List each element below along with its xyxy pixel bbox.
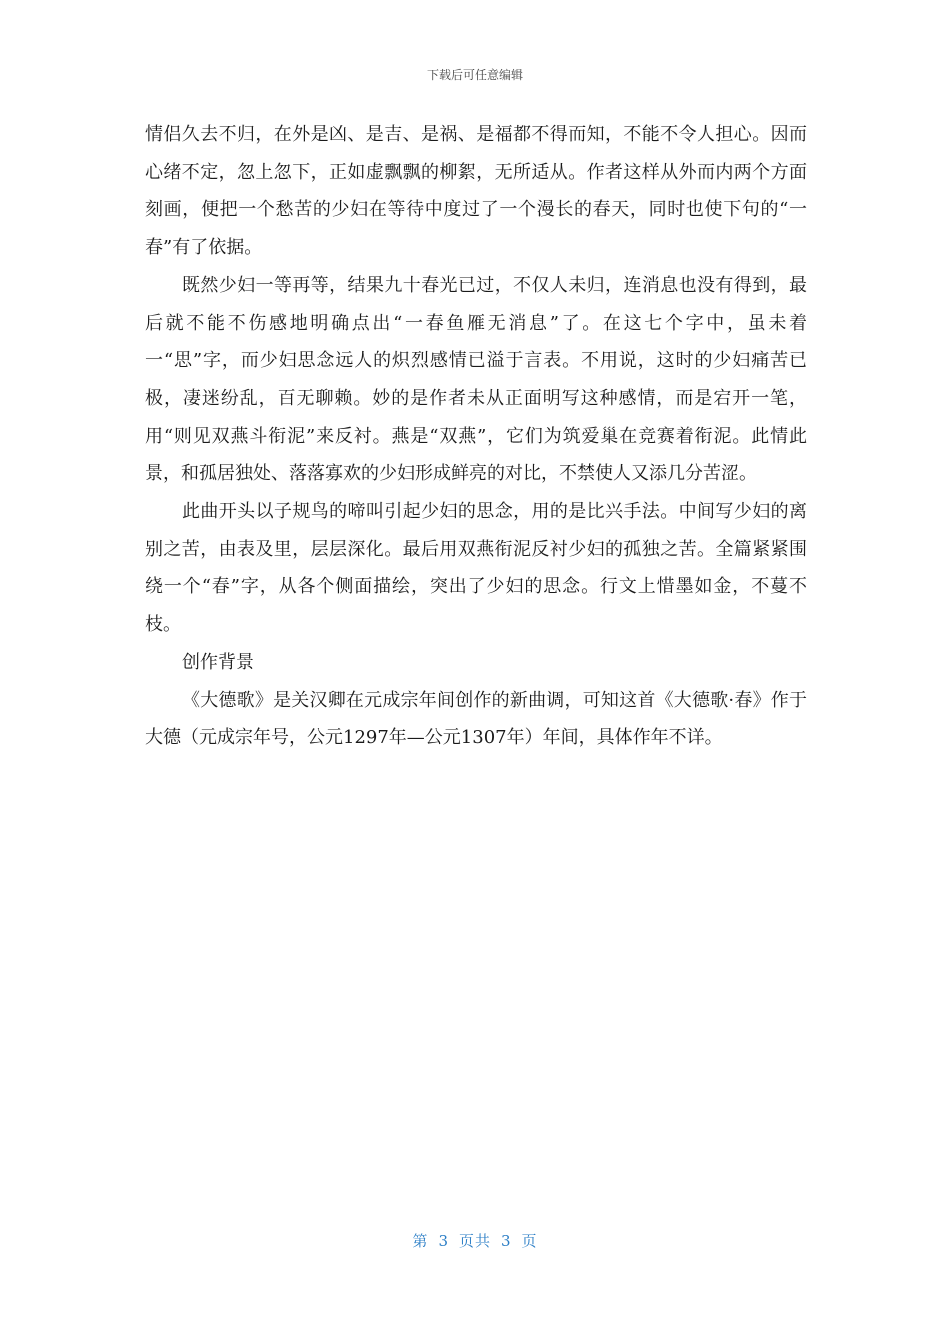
document-body <box>145 116 807 757</box>
page-footer <box>0 1230 950 1251</box>
section-heading-background: 创作背景 <box>182 651 254 673</box>
paragraph-4: 《大德歌》是关汉卿在元成宗年间创作的新曲调，可知这首《大德歌·春》作于大德（元成宗年号，公元1297年—公元1307年）年间，具体作年不详。 <box>145 689 807 749</box>
paragraph-2: 既然少妇一等再等，结果九十春光已过，不仅人未归，连消息也没有得到，最后就不能不伤感地明确点出“一春鱼雁无消息”了。在这七个字中，虽未着一“思”字，而少妇思念远人的炽烈感情已溢于言表。不用说，这时的少妇痛苦已极，凄迷纷乱，百无聊赖。妙的是作者未从正面明写这种感情，而是宕开一笔，用“则见双燕斗衔泥”来反衬。燕是“双燕”，它们为筑爱巢在竞赛着衔泥。此情此景，和孤居独处、落落寡欢的少妇形成鲜亮的对比，不禁使人又添几分苦涩。 <box>145 274 807 485</box>
footer-page-number: 3 <box>438 1232 449 1250</box>
footer-suffix: 页 <box>521 1232 538 1250</box>
footer-page-total: 3 <box>501 1232 512 1250</box>
page-header-note: 下载后可任意编辑 <box>426 68 523 82</box>
footer-middle: 页共 <box>458 1232 491 1250</box>
footer-prefix: 第 <box>412 1232 429 1250</box>
paragraph-3: 此曲开头以子规鸟的啼叫引起少妇的思念，用的是比兴手法。中间写少妇的离别之苦，由表及里，层层深化。最后用双燕衔泥反衬少妇的孤独之苦。全篇紧紧围绕一个“春”字，从各个侧面描绘，突出了少妇的思念。行文上惜墨如金，不蔓不枝。 <box>145 501 807 636</box>
paragraph-1: 情侣久去不归，在外是凶、是吉、是祸、是福都不得而知，不能不令人担心。因而心绪不定，忽上忽下，正如虚飘飘的柳絮，无所适从。作者这样从外而内两个方面刻画，便把一个愁苦的少妇在等待中度过了一个漫长的春天，同时也使下句的“一春”有了依据。 <box>145 124 807 259</box>
